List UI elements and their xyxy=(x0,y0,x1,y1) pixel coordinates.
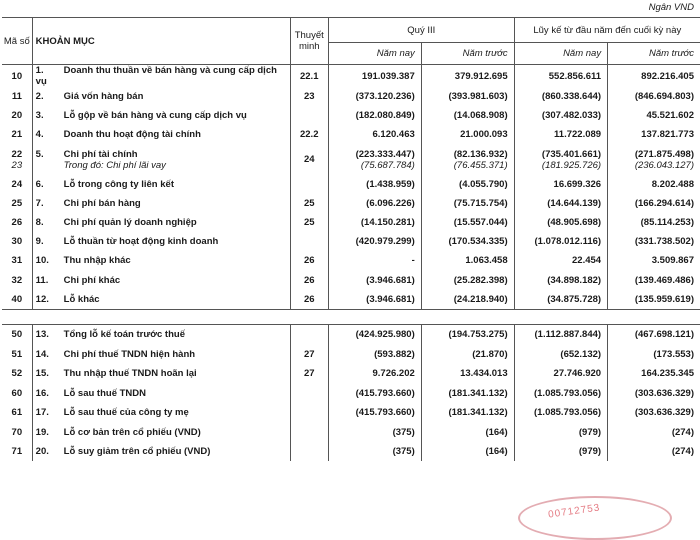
table-row xyxy=(2,442,700,462)
row-q-last-year: (181.341.132) xyxy=(421,403,514,423)
row-item: 20. Lỗ suy giảm trên cổ phiếu (VND) xyxy=(32,442,290,462)
row-item: 5. Chi phí tài chính Trong đó: Chi phí lãi vay xyxy=(32,145,290,175)
row-ytd-this-year: (979) xyxy=(514,442,607,462)
header-q-last-year: Năm trước xyxy=(421,43,514,65)
row-ytd-this-year: 16.699.326 xyxy=(514,175,607,194)
row-ytd-this-year: 11.722.089 xyxy=(514,125,607,144)
table-row xyxy=(2,290,700,310)
row-ytd-this-year: (652.132) xyxy=(514,344,607,364)
row-item: 7. Chi phí bán hàng xyxy=(32,194,290,213)
header-item: KHOẢN MỤC xyxy=(32,18,290,65)
row-ytd-last-year: 164.235.345 xyxy=(608,364,700,384)
red-stamp: 00712753 xyxy=(518,496,672,540)
row-code: 60 xyxy=(11,387,23,399)
row-q-last-year: (393.981.603) xyxy=(421,87,514,106)
row-note xyxy=(290,175,328,194)
row-item: 3. Lỗ gộp về bán hàng và cung cấp dịch vụ xyxy=(32,106,290,125)
row-note xyxy=(290,403,328,423)
table-row xyxy=(2,213,700,232)
row-q-last-year: (181.341.132) xyxy=(421,383,514,403)
row-ytd-this-year: (1.112.887.844) xyxy=(514,324,607,344)
row-ytd-this-year: (14.644.139) xyxy=(514,194,607,213)
section-separator xyxy=(2,309,700,324)
header-ytd: Lũy kế từ đầu năm đến cuối kỳ này xyxy=(514,18,700,43)
row-item: 10. Thu nhập khác xyxy=(32,251,290,270)
row-note: 26 xyxy=(290,271,328,290)
row-code: 11 xyxy=(11,91,22,103)
row-ytd-last-year: (274) xyxy=(608,422,700,442)
row-code: 31 xyxy=(11,255,23,267)
row-ytd-this-year: (860.338.644) xyxy=(514,87,607,106)
row-code: 10 xyxy=(11,70,23,82)
row-note xyxy=(290,232,328,251)
row-q-this-year: (415.793.660) xyxy=(328,383,421,403)
row-q-this-year: 9.726.202 xyxy=(328,364,421,384)
table-row xyxy=(2,271,700,290)
row-item: 11. Chi phí khác xyxy=(32,271,290,290)
row-note: 27 xyxy=(290,364,328,384)
table-row xyxy=(2,87,700,106)
row-code: 50 xyxy=(11,329,23,341)
row-q-last-year: (25.282.398) xyxy=(421,271,514,290)
table-row xyxy=(2,344,700,364)
row-code: 32 xyxy=(11,274,23,286)
row-q-this-year: (420.979.299) xyxy=(328,232,421,251)
row-q-last-year: (194.753.275) xyxy=(421,324,514,344)
header-code: Mã số xyxy=(2,18,32,65)
row-ytd-last-year: (166.294.614) xyxy=(608,194,700,213)
header-quarter: Quý III xyxy=(328,18,514,43)
row-ytd-this-year: (1.078.012.116) xyxy=(514,232,607,251)
row-item: 1. Doanh thu thuần về bán hàng và cung cấp dịch vụ xyxy=(32,65,290,88)
row-ytd-this-year: 22.454 xyxy=(514,251,607,270)
row-item: 19. Lỗ cơ bản trên cổ phiếu (VND) xyxy=(32,422,290,442)
row-code: 20 xyxy=(11,110,23,122)
row-ytd-last-year: 892.216.405 xyxy=(608,65,700,88)
row-ytd-last-year: 8.202.488 xyxy=(608,175,700,194)
row-q-last-year: (75.715.754) xyxy=(421,194,514,213)
row-item: 14. Chi phí thuế TNDN hiện hành xyxy=(32,344,290,364)
row-code: 52 xyxy=(11,368,23,380)
row-item: 13. Tổng lỗ kế toán trước thuế xyxy=(32,324,290,344)
row-ytd-last-year: (467.698.121) xyxy=(608,324,700,344)
row-code: 71 xyxy=(11,446,23,458)
row-q-last-year: (164) xyxy=(421,422,514,442)
row-q-this-year: (373.120.236) xyxy=(328,87,421,106)
table-row xyxy=(2,175,700,194)
row-q-this-year: (375) xyxy=(328,442,421,462)
row-q-last-year: 13.434.013 xyxy=(421,364,514,384)
row-ytd-last-year: 137.821.773 xyxy=(608,125,700,144)
header-ytd-last-year: Năm trước xyxy=(608,43,700,65)
row-q-this-year: (424.925.980) xyxy=(328,324,421,344)
row-ytd-this-year: (48.905.698) xyxy=(514,213,607,232)
row-q-last-year: (170.534.335) xyxy=(421,232,514,251)
row-code: 21 xyxy=(11,129,23,141)
row-item: 9. Lỗ thuần từ hoạt động kinh doanh xyxy=(32,232,290,251)
table-row xyxy=(2,403,700,423)
row-note: 23 xyxy=(290,87,328,106)
row-note: 24 xyxy=(290,145,328,175)
row-q-last-year: 21.000.093 xyxy=(421,125,514,144)
row-q-last-year: (164) xyxy=(421,442,514,462)
row-q-this-year: (182.080.849) xyxy=(328,106,421,125)
row-code: 26 xyxy=(11,217,23,229)
row-item: 15. Thu nhập thuế TNDN hoãn lại xyxy=(32,364,290,384)
row-ytd-last-year: (303.636.329) xyxy=(608,403,700,423)
row-ytd-last-year: (173.553) xyxy=(608,344,700,364)
row-ytd-last-year: (846.694.803) xyxy=(608,87,700,106)
row-code: 24 xyxy=(11,178,23,190)
row-item: 6. Lỗ trong công ty liên kết xyxy=(32,175,290,194)
row-ytd-this-year: 552.856.611 xyxy=(514,65,607,88)
row-code: 70 xyxy=(11,426,23,438)
row-q-this-year: (6.096.226) xyxy=(328,194,421,213)
row-ytd-last-year: (139.469.486) xyxy=(608,271,700,290)
table-row xyxy=(2,383,700,403)
row-q-last-year: (15.557.044) xyxy=(421,213,514,232)
header-note: Thuyết minh xyxy=(290,18,328,65)
row-ytd-last-year: (303.636.329) xyxy=(608,383,700,403)
row-item: 17. Lỗ sau thuế của công ty mẹ xyxy=(32,403,290,423)
row-code: 30 xyxy=(11,236,23,248)
table-row xyxy=(2,125,700,144)
income-statement-table xyxy=(2,17,700,461)
row-note: 26 xyxy=(290,251,328,270)
table-row xyxy=(2,194,700,213)
row-ytd-last-year: 3.509.867 xyxy=(608,251,700,270)
row-q-this-year: (1.438.959) xyxy=(328,175,421,194)
row-ytd-last-year: 45.521.602 xyxy=(608,106,700,125)
row-code: 22 23 xyxy=(11,148,23,171)
row-ytd-this-year: (34.898.182) xyxy=(514,271,607,290)
row-note: 27 xyxy=(290,344,328,364)
table-row xyxy=(2,324,700,344)
row-ytd-last-year: (135.959.619) xyxy=(608,290,700,310)
row-ytd-this-year: (1.085.793.056) xyxy=(514,383,607,403)
row-item: 8. Chi phí quản lý doanh nghiệp xyxy=(32,213,290,232)
row-q-last-year: (82.136.932) (76.455.371) xyxy=(421,145,514,175)
row-item: 4. Doanh thu hoạt động tài chính xyxy=(32,125,290,144)
row-ytd-this-year: (979) xyxy=(514,422,607,442)
row-ytd-this-year: (307.482.033) xyxy=(514,106,607,125)
row-note: 26 xyxy=(290,290,328,310)
table-row xyxy=(2,364,700,384)
row-q-last-year: (14.068.908) xyxy=(421,106,514,125)
row-ytd-last-year: (271.875.498) (236.043.127) xyxy=(608,145,700,175)
row-q-this-year: (593.882) xyxy=(328,344,421,364)
row-note xyxy=(290,442,328,462)
row-q-this-year: (3.946.681) xyxy=(328,290,421,310)
table-row xyxy=(2,145,700,175)
row-note: 25 xyxy=(290,194,328,213)
table-row xyxy=(2,251,700,270)
row-code: 61 xyxy=(11,407,23,419)
row-q-this-year: (223.333.447) (75.687.784) xyxy=(328,145,421,175)
row-ytd-this-year: (34.875.728) xyxy=(514,290,607,310)
row-ytd-this-year: (1.085.793.056) xyxy=(514,403,607,423)
row-note: 25 xyxy=(290,213,328,232)
row-note: 22.1 xyxy=(290,65,328,88)
header-ytd-this-year: Năm nay xyxy=(514,43,607,65)
header-q-this-year: Năm nay xyxy=(328,43,421,65)
row-ytd-last-year: (274) xyxy=(608,442,700,462)
row-q-this-year: (14.150.281) xyxy=(328,213,421,232)
row-ytd-last-year: (331.738.502) xyxy=(608,232,700,251)
row-code: 40 xyxy=(11,293,23,305)
row-q-last-year: (24.218.940) xyxy=(421,290,514,310)
row-code: 51 xyxy=(11,348,23,360)
row-note xyxy=(290,106,328,125)
table-row xyxy=(2,422,700,442)
row-q-this-year: 6.120.463 xyxy=(328,125,421,144)
row-item: 12. Lỗ khác xyxy=(32,290,290,310)
row-ytd-this-year: (735.401.661) (181.925.726) xyxy=(514,145,607,175)
row-item: 2. Giá vốn hàng bán xyxy=(32,87,290,106)
row-q-last-year: 379.912.695 xyxy=(421,65,514,88)
row-note xyxy=(290,422,328,442)
row-q-this-year: (415.793.660) xyxy=(328,403,421,423)
table-row xyxy=(2,232,700,251)
row-q-last-year: (21.870) xyxy=(421,344,514,364)
row-q-this-year: 191.039.387 xyxy=(328,65,421,88)
row-q-this-year: (3.946.681) xyxy=(328,271,421,290)
row-code: 25 xyxy=(11,197,23,209)
row-note xyxy=(290,324,328,344)
row-ytd-last-year: (85.114.253) xyxy=(608,213,700,232)
row-note: 22.2 xyxy=(290,125,328,144)
row-q-last-year: 1.063.458 xyxy=(421,251,514,270)
table-row xyxy=(2,106,700,125)
row-q-this-year: - xyxy=(328,251,421,270)
row-note xyxy=(290,383,328,403)
currency-unit: Ngân VND xyxy=(648,2,694,13)
row-item: 16. Lỗ sau thuế TNDN xyxy=(32,383,290,403)
row-q-this-year: (375) xyxy=(328,422,421,442)
row-q-last-year: (4.055.790) xyxy=(421,175,514,194)
row-ytd-this-year: 27.746.920 xyxy=(514,364,607,384)
table-row xyxy=(2,65,700,88)
